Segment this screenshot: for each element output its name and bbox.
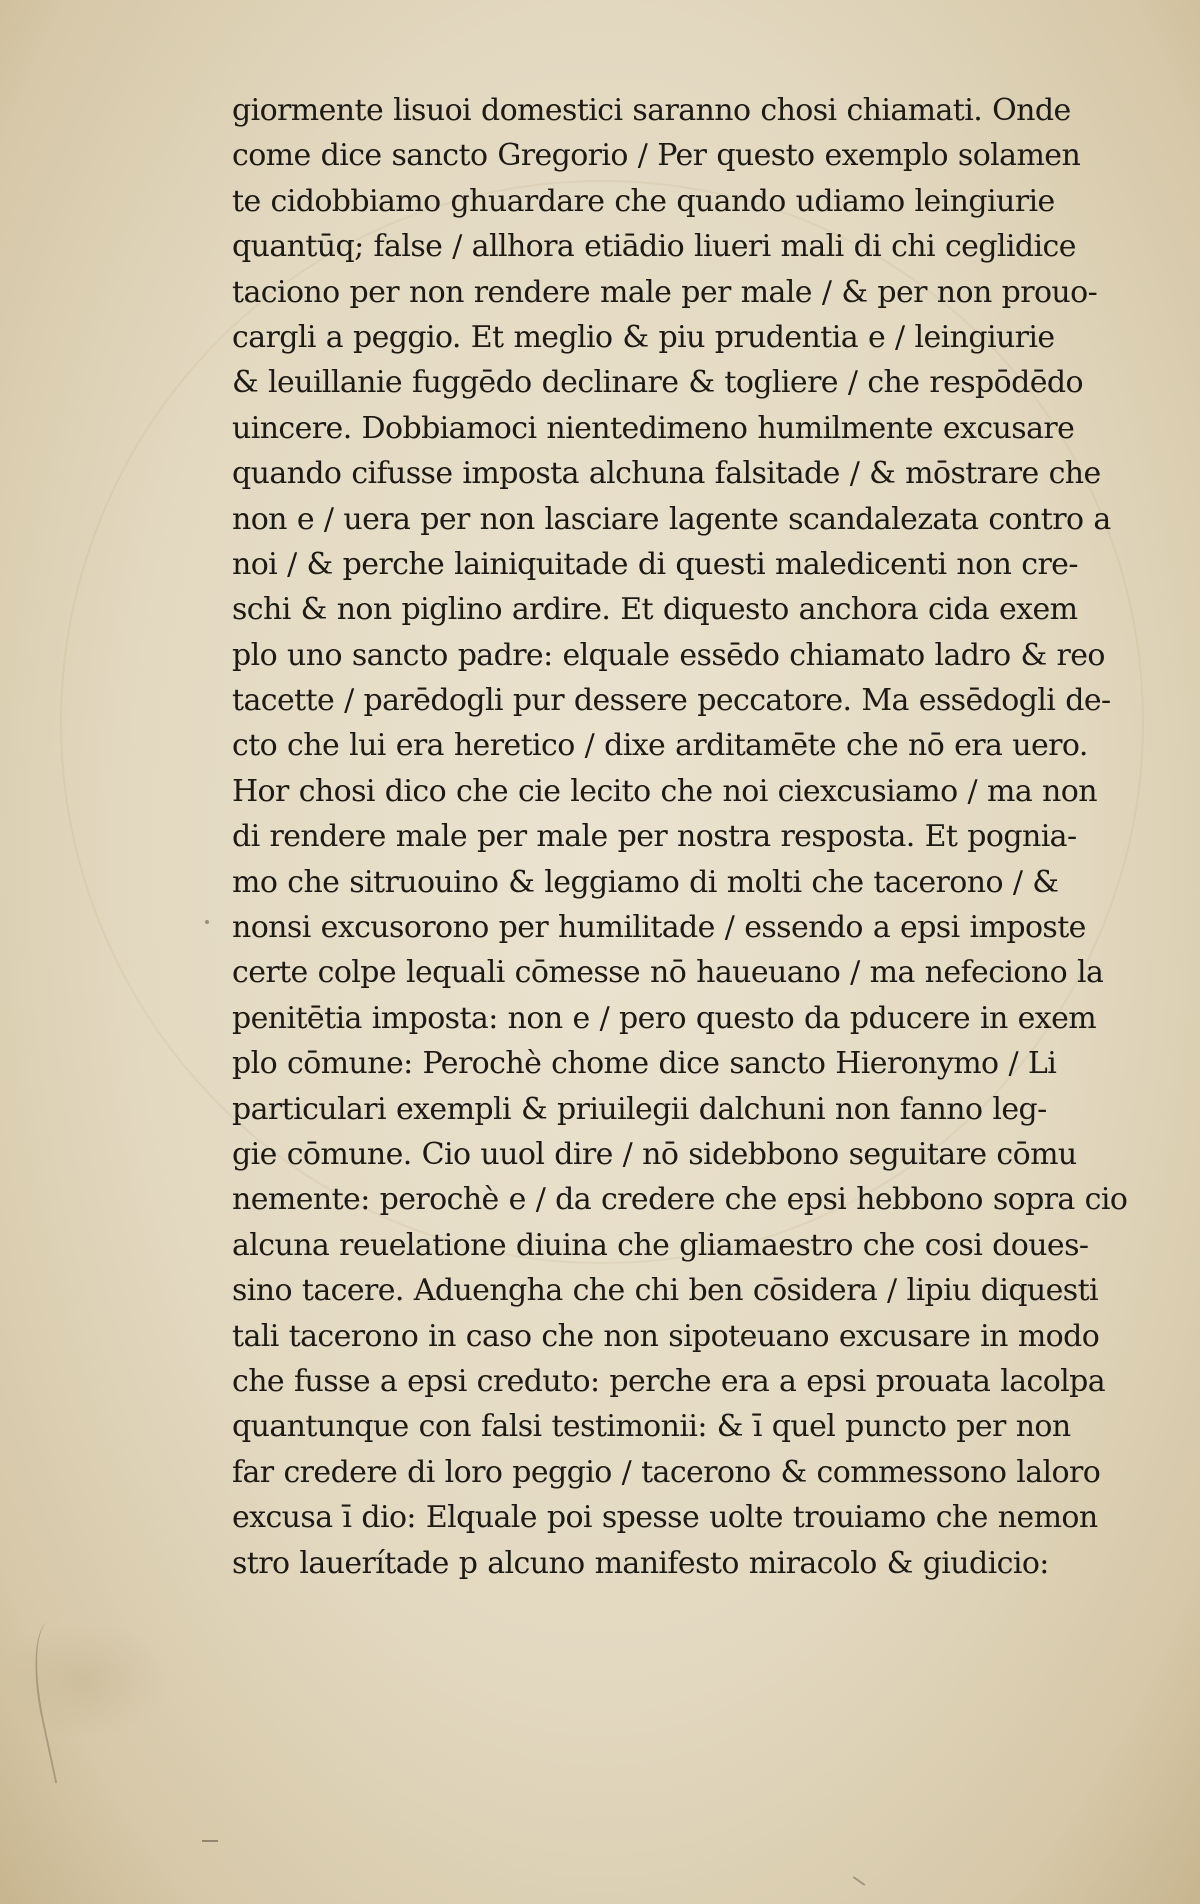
text-line: sino tacere. Aduengha che chi ben cōsidera / lipiu diquesti (232, 1273, 1099, 1309)
text-line: & leuillanie fuggēdo declinare & togliere / che respōdēdo (232, 365, 1083, 401)
text-line: di rendere male per male per nostra resposta. Et pognia- (232, 819, 1077, 855)
text-line: plo cōmune: Perochè chome dice sancto Hieronymo / Li (232, 1046, 1057, 1082)
text-line: certe colpe lequali cōmesse nō haueuano / ma nefeciono la (232, 955, 1104, 991)
text-line: nemente: perochè e / da credere che epsi hebbono sopra cio (232, 1182, 1128, 1218)
text-line: excusa ī dio: Elquale poi spesse uolte trouiamo che nemon (232, 1500, 1098, 1536)
text-line: particulari exempli & priuilegii dalchuni non fanno leg- (232, 1091, 1047, 1127)
text-line: cto che lui era heretico / dixe arditamēte che nō era uero. (232, 728, 1088, 764)
text-line: stro lauerítade p alcuno manifesto miracolo & giudicio: (232, 1545, 1049, 1581)
text-block (232, 88, 1128, 1586)
text-line: mo che sitruouino & leggiamo di molti che tacerono / & (232, 864, 1059, 900)
paper-fold-mark (22, 1617, 102, 1783)
text-line: te cidobbiamo ghuardare che quando udiamo leingiurie (232, 183, 1055, 219)
text-line: plo uno sancto padre: elquale essēdo chiamato ladro & reo (232, 637, 1105, 673)
text-line: quantunque con falsi testimonii: & ī quel puncto per non (232, 1409, 1071, 1445)
text-line: che fusse a epsi creduto: perche era a epsi prouata lacolpa (232, 1363, 1106, 1399)
text-line: alcuna reuelatione diuina che gliamaestro che cosi doues- (232, 1227, 1089, 1263)
text-line: far credere di loro peggio / tacerono & commessono laloro (232, 1454, 1101, 1490)
text-line: schi & non piglino ardire. Et diquesto anchora cida exem (232, 592, 1078, 628)
text-line: gie cōmune. Cio uuol dire / nō sidebbono seguitare cōmu (232, 1136, 1077, 1172)
text-line: uincere. Dobbiamoci nientedimeno humilmente excusare (232, 410, 1075, 446)
text-line: noi / & perche lainiquitade di questi maledicenti non cre- (232, 546, 1078, 582)
text-line: cargli a peggio. Et meglio & piu prudentia e / leingiurie (232, 319, 1055, 355)
text-line: tacette / parēdogli pur dessere peccatore. Ma essēdogli de- (232, 683, 1111, 719)
text-line: taciono per non rendere male per male / & per non prouo- (232, 274, 1098, 310)
text-line: nonsi excusorono per humilitade / essendo a epsi imposte (232, 910, 1086, 946)
text-line: quando cifusse imposta alchuna falsitade / & mōstrare che (232, 456, 1101, 492)
text-line: come dice sancto Gregorio / Per questo exemplo solamen (232, 138, 1081, 174)
bottom-tick-mark (853, 1876, 866, 1886)
text-line: penitētia imposta: non e / pero questo da pducere in exem (232, 1000, 1097, 1036)
margin-dot (205, 920, 209, 924)
text-line: quantūq; false / allhora etiādio liueri mali di chi ceglidice (232, 229, 1076, 265)
text-line: non e / uera per non lasciare lagente scandalezata contro a (232, 501, 1111, 537)
text-line: Hor chosi dico che cie lecito che noi ciexcusiamo / ma non (232, 773, 1097, 809)
text-line: giormente lisuoi domestici saranno chosi chiamati. Onde (232, 93, 1071, 128)
margin-mark (202, 1840, 218, 1842)
text-line: tali tacerono in caso che non sipoteuano excusare in modo (232, 1318, 1100, 1354)
